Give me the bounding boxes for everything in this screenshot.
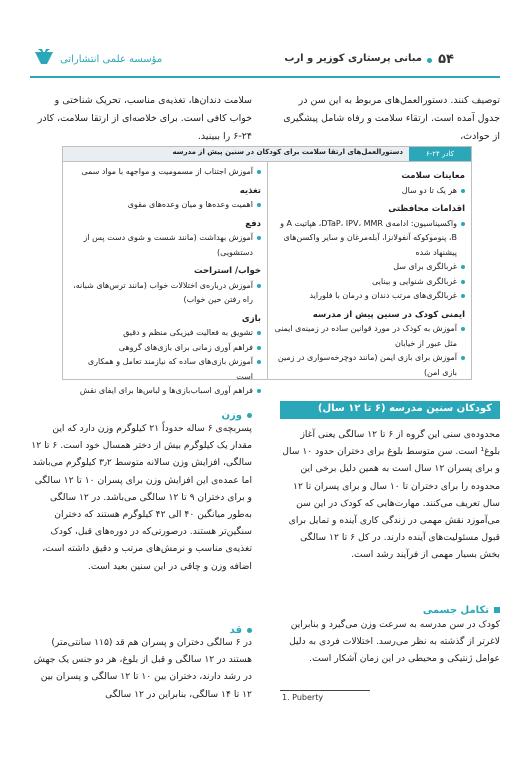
box-subheading: تغذیه (239, 185, 261, 196)
dot-bullet-icon (247, 628, 252, 633)
intro-right-paragraph: توصیف کنند. دستورالعمل‌های مربوط به این سن در جدول آمده است. ارتقاء سلامت و رفاه شامل پیشگیری از حوادث، (283, 95, 500, 142)
publisher-name: مؤسسه علمی انتشاراتی (60, 54, 163, 65)
box-caption: دستورالعمل‌های ارتقا سلامت برای کودکان در سنین پیش از مدرسه (172, 148, 403, 156)
box-bullet-item: غربالگری برای سل (273, 260, 465, 275)
height-heading: قد (229, 625, 242, 636)
box-subheading: معاینات سلامت (401, 171, 465, 181)
growth-paragraph: کودک در سن مدرسه به سرعت وزن می‌گیرد و بنابراین لاغرتر از گذشته به نظر می‌رسد. اختلالات فردی به دلیل عوامل ژنتیکی و محیطی در این زمان آشکار است. (289, 619, 500, 665)
box-bullet-item: آموزش به کودک در مورد قوانین ساده در زمینه‌ی ایمنی مثل عبور از خیابان (273, 322, 465, 351)
growth-heading: تکامل جسمی (422, 605, 489, 616)
box-column-divider (267, 161, 268, 379)
box-subheading: ایمنی کودک در سنین پیش از مدرسه (312, 309, 465, 320)
box-right-column (273, 165, 465, 380)
box-subheading: دفع (245, 218, 261, 229)
box-bullet-item: هر یک تا دو سال (273, 184, 465, 199)
section-title: کودکان سنین مدرسه (۶ تا ۱۲ سال) (317, 403, 492, 414)
box-bullet-item: آموزش بهداشت (مانند شست و شوی دست پس از دستشویی) (69, 231, 261, 260)
box-bullet-item: آموزش برای بازی ایمن (مانند دوچرخه‌سواری در زمین بازی امن) (273, 351, 465, 380)
box-bullet-item: غربالگری‌های مرتب دندان و درمان با فلوراید (273, 289, 465, 304)
book-title: مبانی پرستاری کوزیر و ارب (284, 53, 422, 64)
health-promotion-box (62, 146, 472, 395)
box-bullet-item: تشویق به فعالیت فیزیکی منظم و دقیق (69, 326, 261, 341)
weight-paragraph: پسربچه‌ی ۶ ساله حدوداً ۲۱ کیلوگرم وزن دارد که این مقدار یک کیلوگرم بیش از دختر همسال خود است. ۶ تا ۱۲ سالگی، افزایش وزن سالانه متوسط ۳٫۲ کیلوگرم می‌باشد اما عمده‌ی این افزایش وزن برای پسران ۱۰ تا ۱۲ سالگی و برای دختران ۹ تا ۱۲ سالگی می‌باشد. در ۱۲ سالگی به‌طور میانگین ۴۰ الی ۴۲ کیلوگرم هستند که دختران سنگین‌تر هستند. درصورتی‌که در دوره‌های قبل، کودک تغذیه‌ی مناسب و نرمش‌های مرتب و دقیق داشته است، اضافه وزن و چاقی در این سنین بعید است. (31, 423, 252, 572)
box-subheading: خواب/ استراحت (193, 266, 261, 276)
box-bullet-item: آموزش درباره‌ی اختلالات خواب (مانند ترس‌های شبانه، راه رفتن حین خواب) (69, 279, 261, 308)
header-divider (30, 76, 500, 78)
dot-bullet-icon (247, 413, 252, 418)
box-subheading: اقدامات محافظتی (388, 204, 465, 214)
box-bullet-item: فراهم آوری اسباب‌بازی‌ها و لباس‌ها برای ایفای نقش (69, 384, 261, 399)
section-title-band (280, 401, 500, 419)
box-bullet-item: واکسیناسیون: ادامه‌ی DTaP، IPV، MMR، هپاتیت A و B، پنوموکوکه آنفولانزا، آبله‌مرغان و سایر واکسن‌های پیشنهاد شده (273, 217, 465, 261)
weight-heading: وزن (221, 410, 242, 421)
box-bullet-item: غربالگری شنوایی و بینایی (273, 275, 465, 290)
box-left-column (69, 165, 261, 399)
box-subheading: بازی (241, 313, 261, 324)
box-bullet-item: آموزش اجتناب از مسمومیت و مواجهه با مواد سمی (69, 165, 261, 180)
height-paragraph: در ۶ سالگی دختران و پسران هم قد (۱۱۵ سانتی‌متر) هستند در ۱۲ سالگی و قبل از بلوغ، هر دو جنس یک جهش در رشد دارند، دختران بین ۱۰ تا ۱۲ سالگی و پسران بین ۱۲ تا ۱۴ سالگی، بنابراین در ۱۲ سالگی (33, 637, 252, 700)
square-bullet-icon (494, 607, 500, 613)
box-bullet-item: فراهم آوری زمانی برای بازی‌های گروهی (69, 341, 261, 356)
section-intro-paragraph: محدوده‌ی سنی این گروه از ۶ تا ۱۲ سالگی یعنی آغاز بلوغ¹ است. سن متوسط بلوغ برای دختران حدود ۱۰ سال و برای پسران ۱۲ سال است به همین دلیل برخی این محدوده را برای دختران تا ۱۰ سال و برای پسران تا ۱۲ سال تعریف می‌کنند. مهارت‌هایی که کودک در این سن می‌آموزد نقش مهمی در زندگی کاری آینده و تمایل برای قبول مسئولیت‌های آینده دارند. در کل ۶ تا ۱۲ سالگی بخش بسیار مهمی از فرآیند رشد است. (282, 429, 500, 561)
box-tag: کادر ۲۴-۶ (409, 147, 471, 161)
box-header (63, 147, 471, 162)
publisher-logo-icon (33, 46, 55, 68)
footnote-divider (280, 690, 370, 691)
box-bullet-item: اهمیت وعده‌ها و میان وعده‌های مقوی (69, 198, 261, 213)
box-bullet-item: آموزش بازی‌های ساده که نیازمند تعامل و همکاری است (69, 355, 261, 384)
growth-heading-row (280, 598, 500, 617)
header-bullet-icon (427, 58, 432, 63)
footnote: 1. Puberty (282, 693, 324, 702)
page-number: ۵۴ (438, 52, 454, 67)
intro-left-paragraph: سلامت دندان‌ها، تغذیه‌ی مناسب، تحریک شناختی و خواب کافی است. برای خلاصه‌ای از ارتقا سلامت، کادر ۲۴-۶ را ببینید. (37, 95, 252, 142)
